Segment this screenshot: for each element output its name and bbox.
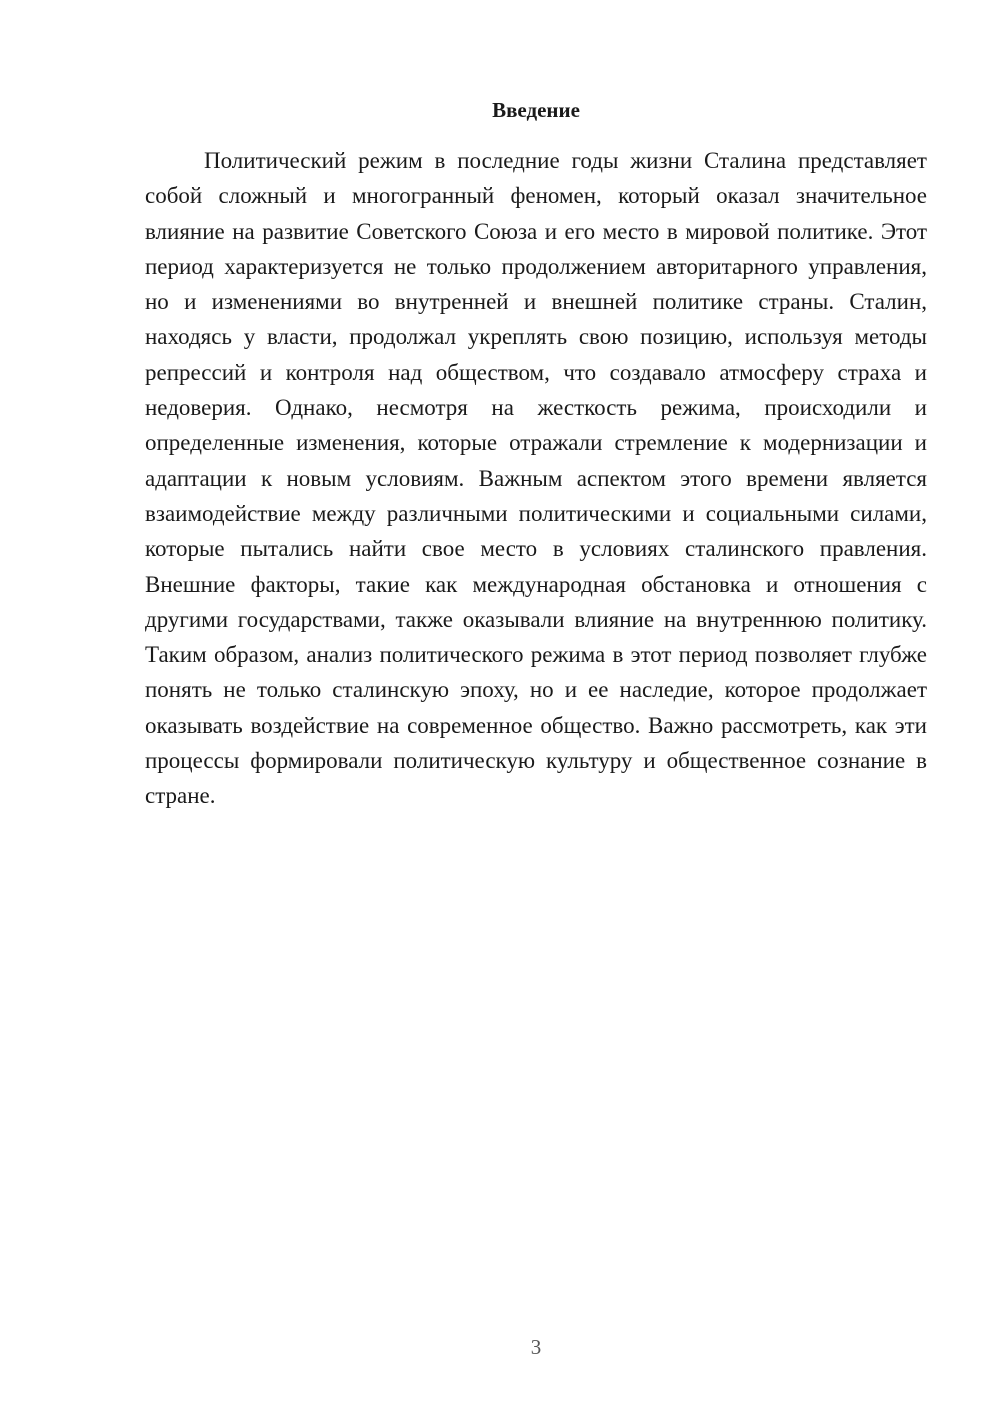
page-number: 3	[530, 1335, 542, 1359]
body-paragraph: Политический режим в последние годы жизни Сталина представляет собой сложный и многогранный феномен, который оказал значительное влияние на развитие Советского Союза и его место в мировой политике. Этот период характеризуется не только продолжением авторитарного управления, но и изменениями во внутренней и внешней политике страны. Сталин, находясь у власти, продолжал укреплять свою позицию, используя методы репрессий и контроля над обществом, что создавало атмосферу страха и недоверия. Однако, несмотря на жесткость режима, происходили и определенные изменения, которые отражали стремление к модернизации и адаптации к новым условиям. Важным аспектом этого времени является взаимодействие между различными политическими и социальными силами, которые пытались найти свое место в условиях сталинского правления. Внешние факторы, такие как международная обстановка и отношения с другими государствами, также оказывали влияние на внутреннюю политику. Таким образом, анализ политического режима в этот период позволяет глубже понять не только сталинскую эпоху, но и ее наследие, которое продолжает оказывать воздействие на современное общество. Важно рассмотреть, как эти процессы формировали политическую культуру и общественное сознание в стране.	[145, 148, 927, 809]
page-title: Введение	[492, 98, 580, 122]
